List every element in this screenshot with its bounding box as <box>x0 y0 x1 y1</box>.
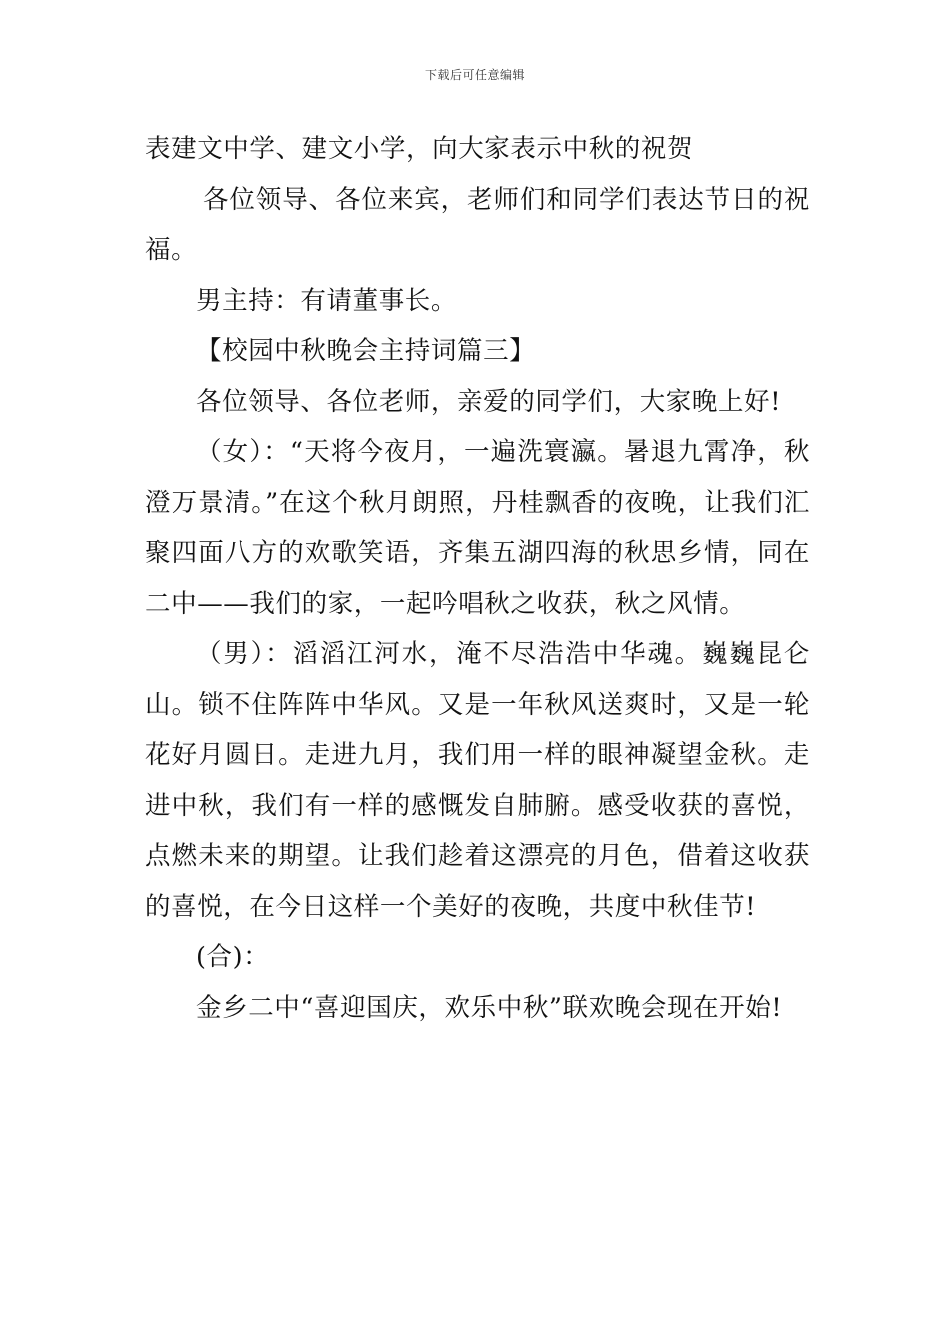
page-header-note: 下载后可任意编辑 <box>424 68 525 82</box>
document-body <box>145 124 810 1033</box>
paragraph-opening-announcement: 金乡二中“喜迎国庆，欢乐中秋”联欢晚会现在开始! <box>196 992 783 1023</box>
paragraph-greeting-continuation: 表建文中学、建文小学，向大家表示中秋的祝贺 <box>145 134 694 164</box>
paragraph-male-host-invite: 男主持：有请董事长。 <box>196 285 458 316</box>
paragraph-male-host: （男）：滔滔江河水，淹不尽浩浩中华魂。巍巍昆仑山。锁不住阵阵中华风。又是一年秋风送爽时，又是一轮花好月圆日。走进九月，我们用一样的眼神凝望金秋。走进中秋，我们有一样的感慨发自肺腑。感受收获的喜悦，点燃未来的期望。让我们趁着这漂亮的月色，借着这收获的喜悦，在今日这样一个美好的夜晚，共度中秋佳节! <box>145 639 810 922</box>
section-heading: 【校园中秋晚会主持词篇三】 <box>196 336 536 366</box>
paragraph-opening-greeting: 各位领导、各位老师，亲爱的同学们，大家晚上好! <box>196 386 782 417</box>
paragraph-blessing: 各位领导、各位来宾，老师们和同学们表达节日的祝福。 <box>145 184 810 265</box>
paragraph-female-host: （女）：“天将今夜月，一遍洗寰瀛。暑退九霄净，秋澄万景清。”在这个秋月朗照，丹桂飘香的夜晚，让我们汇聚四面八方的欢歌笑语，齐集五湖四海的秋思乡情，同在二中——我们的家，一起吟唱秋之收获，秋之风情。 <box>145 437 810 619</box>
paragraph-together: (合)： <box>196 942 270 972</box>
